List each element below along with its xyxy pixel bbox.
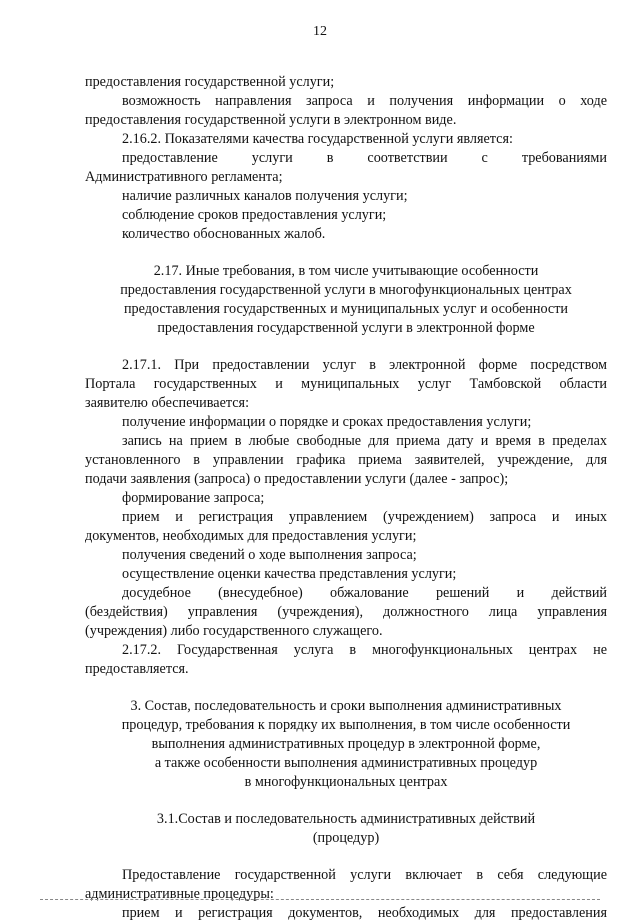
- text-line: Портала государственных и муниципальных услуг Тамбовской области: [85, 376, 607, 392]
- list-item: прием и регистрация управлением (учреждением) запроса и иных: [122, 509, 607, 525]
- text-line: (бездействия) управления (учреждения), должностного лица управления: [85, 604, 607, 620]
- heading-line: процедур, требования к порядку их выполнения, в том числе особенности: [121, 717, 571, 733]
- text-line: предоставление услуги в соответствии с требованиями: [122, 150, 607, 166]
- page-content: [85, 73, 607, 923]
- section-heading-2-17: [85, 262, 607, 338]
- text-line: подачи заявления (запроса) о предоставлении услуги (далее - запрос);: [85, 471, 509, 487]
- clause-2-17-2: 2.17.2. Государственная услуга в многофункциональных центрах не: [122, 642, 607, 658]
- list-item: прием и регистрация документов, необходимых для предоставления: [122, 905, 607, 921]
- text-line: Предоставление государственной услуги включает в себя следующие: [122, 867, 607, 883]
- text-line: документов, необходимых для предоставления услуги;: [85, 528, 417, 544]
- section-heading-3: [85, 697, 607, 792]
- clause-2-16-2: 2.16.2. Показателями качества государственной услуги является:: [122, 131, 513, 147]
- list-item: формирование запроса;: [122, 490, 265, 506]
- heading-line: выполнения административных процедур в электронной форме,: [151, 736, 541, 752]
- heading-line: предоставления государственной услуги в многофункциональных центрах: [120, 282, 572, 298]
- text-line: заявителю обеспечивается:: [85, 395, 250, 411]
- section-heading-3-1: [85, 810, 607, 848]
- text-line: предоставления государственной услуги;: [85, 74, 335, 90]
- heading-line: 3.1.Состав и последовательность административных действий: [156, 811, 536, 827]
- list-item: осуществление оценки качества представления услуги;: [122, 566, 457, 582]
- heading-line: 2.17. Иные требования, в том числе учитывающие особенности: [153, 263, 539, 279]
- list-item: соблюдение сроков предоставления услуги;: [122, 207, 387, 223]
- text-line: возможность направления запроса и получения информации о ходе: [122, 93, 607, 109]
- heading-line: (процедур): [312, 830, 380, 846]
- list-item: запись на прием в любые свободные для приема дату и время в пределах: [122, 433, 607, 449]
- heading-line: предоставления государственной услуги в электронной форме: [157, 320, 535, 336]
- heading-line: 3. Состав, последовательность и сроки выполнения административных: [130, 698, 562, 714]
- list-item: получение информации о порядке и сроках предоставления услуги;: [122, 414, 532, 430]
- clause-2-17-1: 2.17.1. При предоставлении услуг в электронной форме посредством: [122, 357, 607, 373]
- text-line: предоставления государственной услуги в электронном виде.: [85, 112, 457, 128]
- heading-line: а также особенности выполнения административных процедур: [154, 755, 538, 771]
- text-line: (учреждения) либо государственного служащего.: [85, 623, 383, 639]
- list-item: получения сведений о ходе выполнения запроса;: [122, 547, 417, 563]
- text-line: установленного в управлении графика приема заявителей, учреждение, для: [85, 452, 607, 468]
- text-line: предоставляется.: [85, 661, 189, 677]
- list-item: наличие различных каналов получения услуги;: [122, 188, 408, 204]
- page-bottom-edge: [40, 899, 600, 900]
- list-item: досудебное (внесудебное) обжалование решений и действий: [122, 585, 607, 601]
- text-line: Административного регламента;: [85, 169, 283, 185]
- text-line: административные процедуры:: [85, 886, 274, 902]
- list-item: количество обоснованных жалоб.: [122, 226, 326, 242]
- page-number: 12: [313, 24, 327, 39]
- heading-line: в многофункциональных центрах: [244, 774, 448, 790]
- heading-line: предоставления государственных и муниципальных услуг и особенности: [123, 301, 569, 317]
